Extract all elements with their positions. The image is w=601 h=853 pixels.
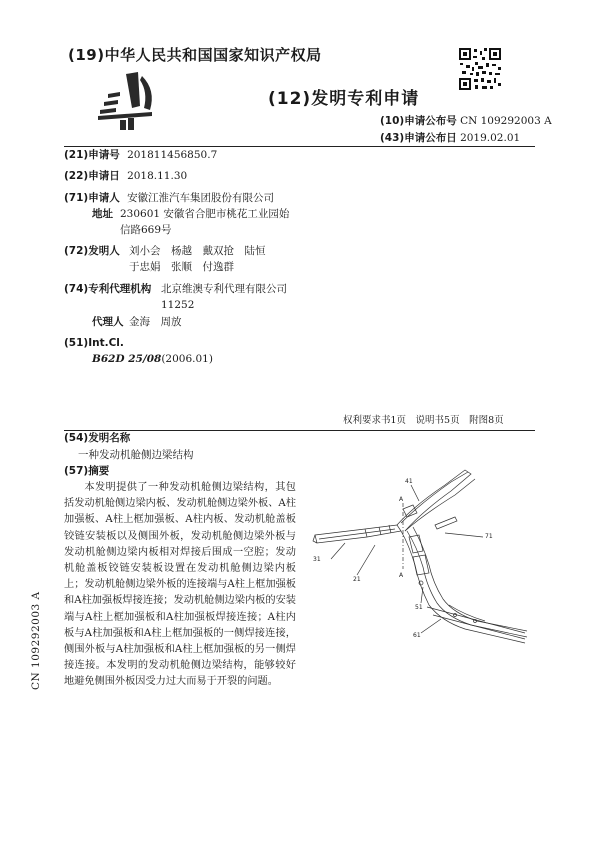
abstract-figure (305, 465, 530, 645)
publication-date: 2019.02.01 (460, 132, 521, 144)
side-publication-number: CN 109292003 A (30, 591, 42, 690)
invention-title: 一种发动机舱侧边梁结构 (78, 449, 194, 461)
publication-date-line (380, 131, 520, 146)
address-label: 地址 (92, 208, 113, 220)
figure-label-51: 51 (415, 604, 423, 611)
application-date-label: (22)申请日 (64, 170, 120, 182)
publication-number: CN 109292003 A (460, 115, 552, 127)
inventors-label: (72)发明人 (64, 245, 120, 257)
inventors-line-2: 于忠娟 张顺 付逸群 (129, 261, 234, 273)
section-divider (64, 430, 535, 431)
application-number: 201811456850.7 (127, 149, 218, 161)
agents: 金海 周放 (129, 316, 182, 328)
office-name: (19)中华人民共和国国家知识产权局 (68, 46, 322, 64)
application-date: 2018.11.30 (127, 170, 188, 182)
figure-label-61: 61 (413, 632, 421, 639)
applicant-line (64, 191, 274, 206)
qr-code-icon (458, 47, 502, 91)
document-type: (12)发明专利申请 (268, 89, 420, 109)
application-number-label: (21)申请号 (64, 149, 120, 161)
figure-label-21: 21 (353, 576, 361, 583)
cnipa-emblem-icon (96, 70, 160, 132)
figure-label-71: 71 (485, 533, 493, 540)
applicant: 安徽江淮汽车集团股份有限公司 (127, 192, 275, 204)
abstract-text: 本发明提供了一种发动机舱侧边梁结构，其包括发动机舱侧边梁内板、发动机舱侧边梁外板、A柱加强板、A柱上框加强板、A柱内板、发动机舱盖板铰链安装板以及侧围外板，发动机舱侧边梁外板与发动机舱侧边梁内板相对焊接后围成一空腔；发动机舱盖板铰链安装板设置在发动机舱侧边梁内板上；发动机舱侧边梁外板的连接端与A柱上框加强板和A柱加强板焊接连接；发动机舱侧边梁内板的安装端与A柱上框加强板和A柱加强板焊接连接；A柱内板与A柱加强板和A柱上框加强板的一侧焊接连接，侧围外板与A柱加强板和A柱上框加强板的另一侧焊接连接。本发明的发动机舱侧边梁结构，能够较好地避免侧围外板因受力过大而易于开裂的问题。 (64, 482, 296, 688)
figure-label-41: 41 (405, 478, 413, 485)
agent-label: 代理人 (92, 316, 124, 328)
inventors-line-1: 刘小会 杨越 戴双抢 陆恒 (129, 245, 266, 257)
applicant-label: (71)申请人 (64, 192, 120, 204)
agency-code: 11252 (161, 299, 195, 311)
publication-number-line (380, 114, 552, 129)
title-label: (54)发明名称 (64, 432, 131, 444)
ipc-version: (2006.01) (161, 353, 213, 365)
address-line-1: 230601 安徽省合肥市桃花工业园始 (120, 208, 290, 220)
agency-label: (74)专利代理机构 (64, 283, 152, 295)
address-line-2: 信路669号 (120, 224, 172, 236)
application-date-line (64, 169, 187, 184)
figure-label-a-top: A (399, 496, 404, 503)
application-number-line (64, 148, 217, 163)
agency: 北京维澳专利代理有限公司 (161, 283, 287, 295)
header-divider (64, 146, 535, 147)
ipc-line (92, 352, 213, 367)
figure-label-a-bottom: A (399, 572, 404, 579)
page-counts: 权利要求书1页 说明书5页 附图8页 (343, 415, 504, 426)
abstract-label: (57)摘要 (64, 465, 110, 477)
ipc-code: B62D 25/08 (92, 353, 162, 365)
figure-label-31: 31 (313, 556, 321, 563)
ipc-label: (51)Int.Cl. (64, 337, 124, 349)
publication-date-label: (43)申请公布日 (380, 132, 457, 144)
publication-number-label: (10)申请公布号 (380, 115, 457, 127)
